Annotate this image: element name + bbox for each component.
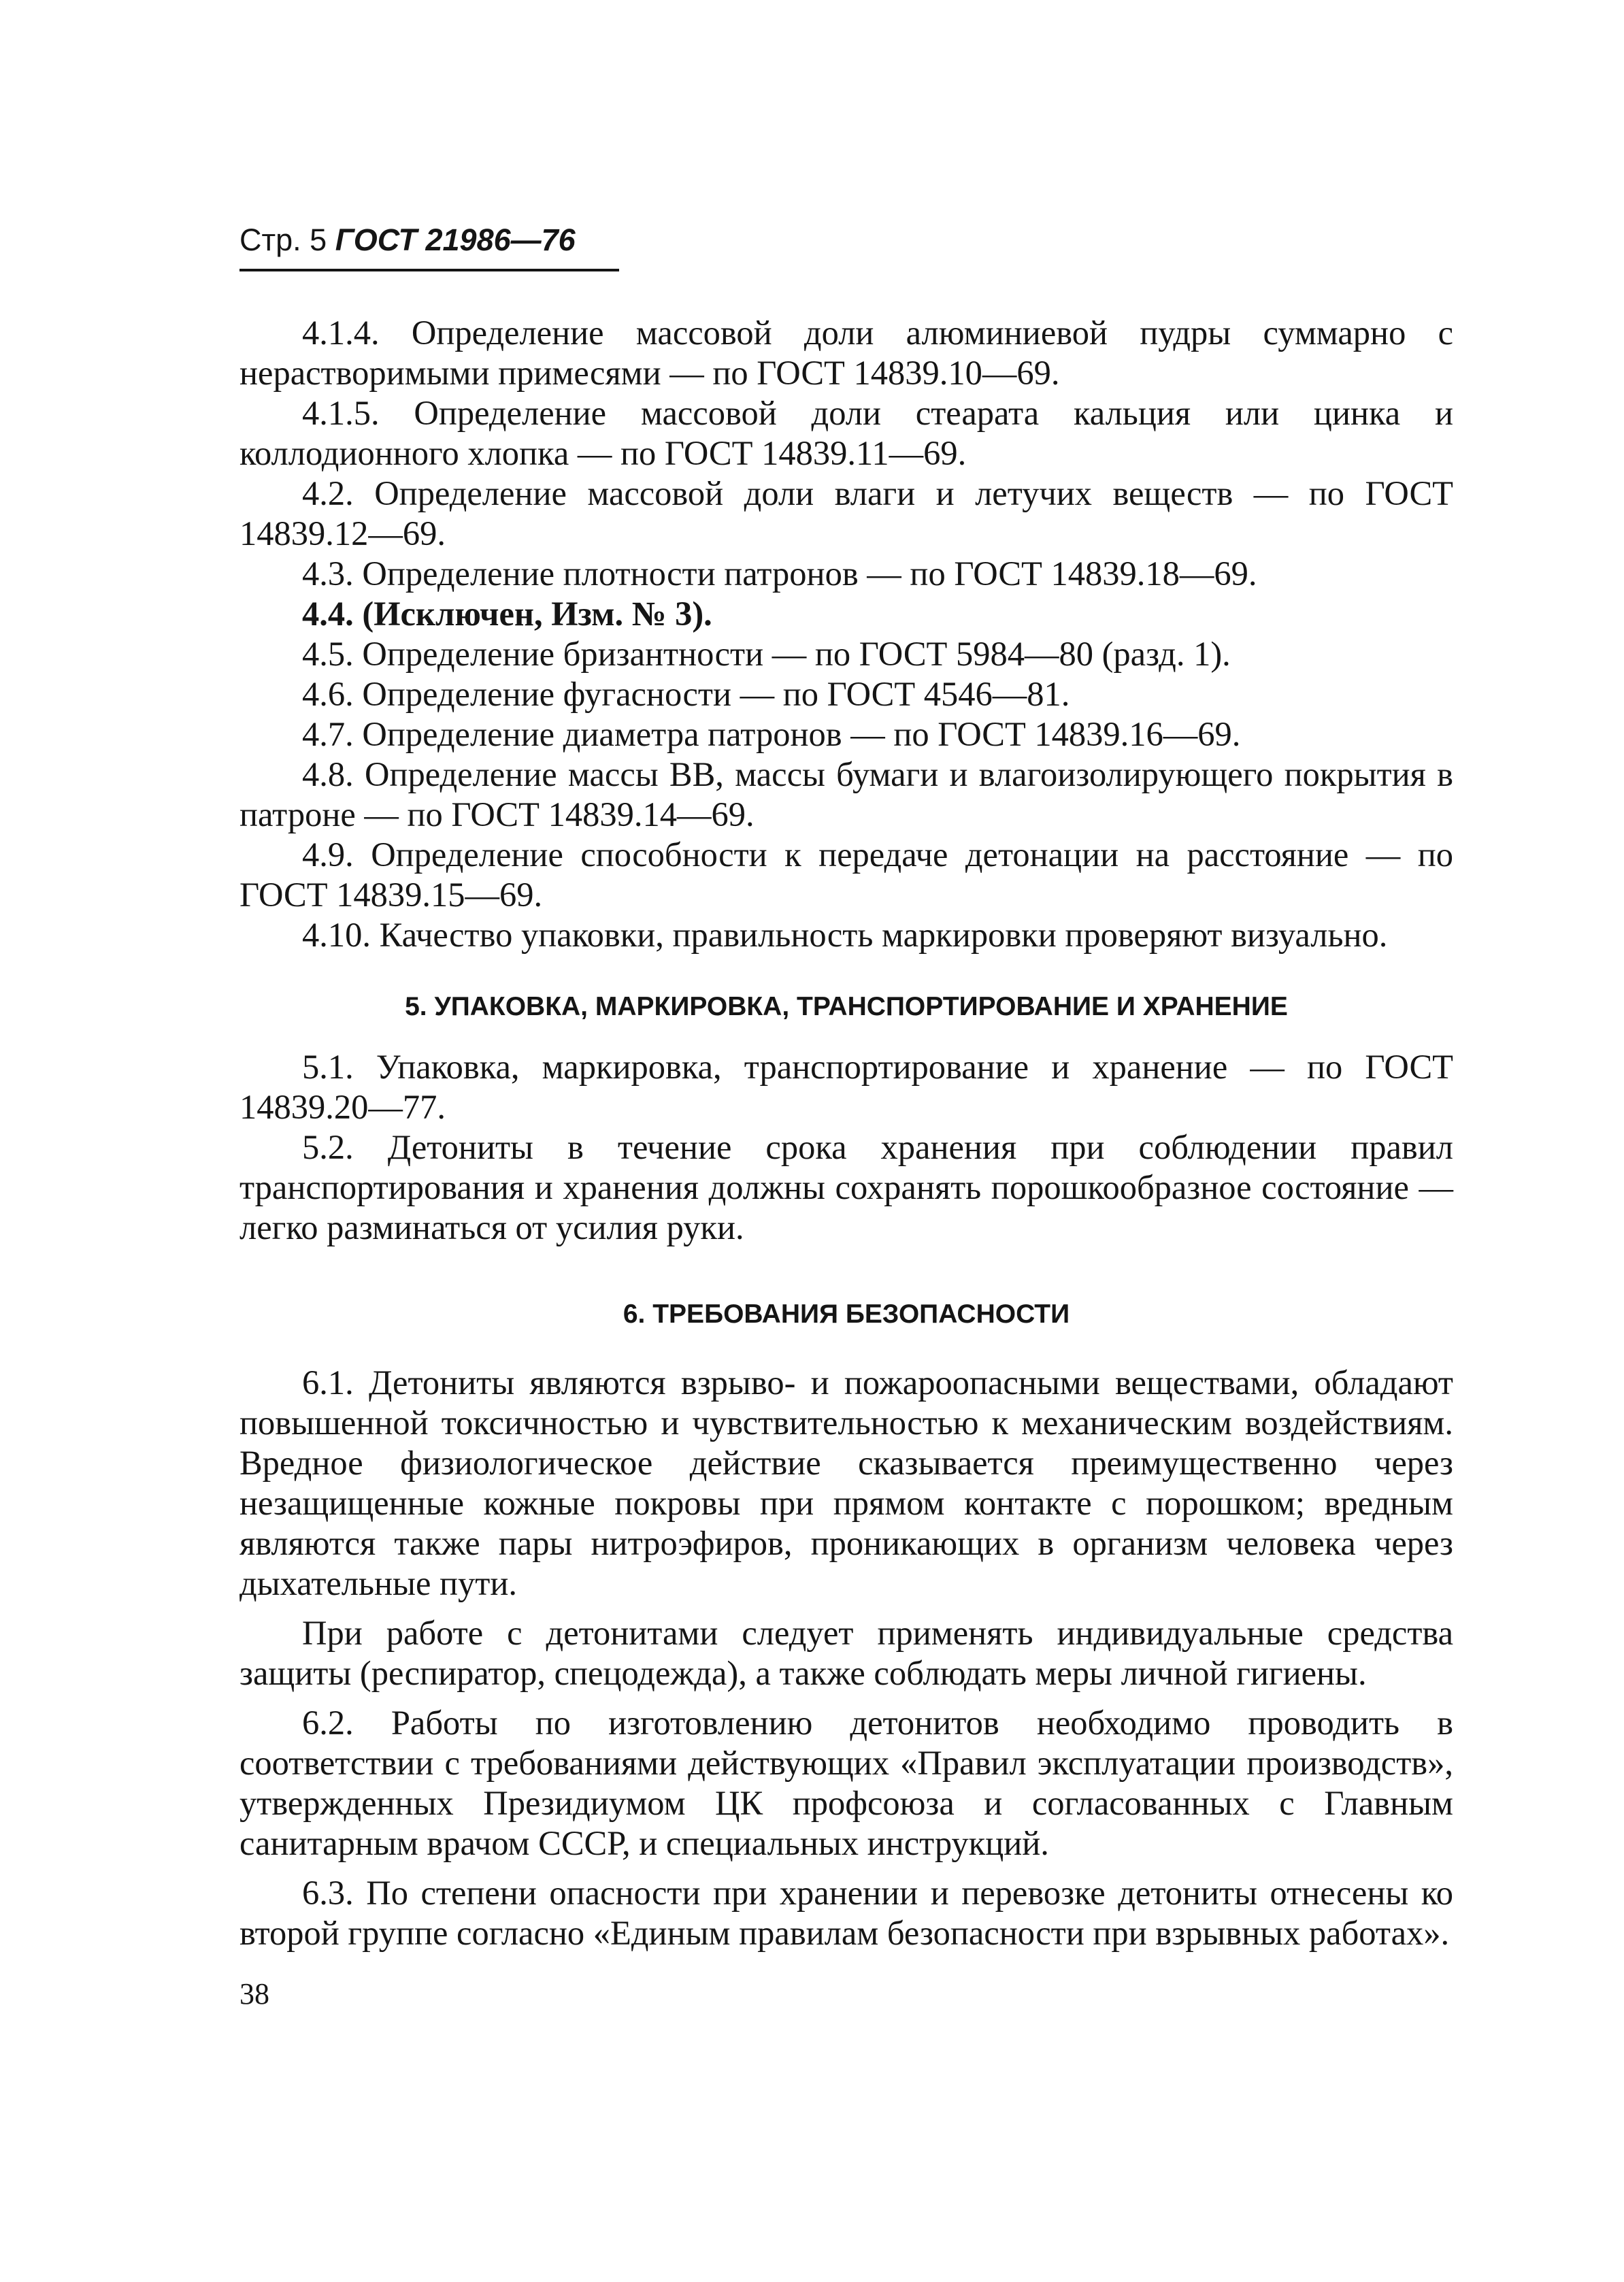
clause-4-8: 4.8. Определение массы ВВ, массы бумаги и влагоизолирующего покрытия в патроне — по ГОСТ 14839.14—69. [239,755,1453,833]
document-code: ГОСТ 21986—76 [335,222,576,257]
clause-4-2: 4.2. Определение массовой доли влаги и летучих веществ — по ГОСТ 14839.12—69. [239,474,1453,552]
page-body [239,313,1453,2014]
clause-5-2: 5.2. Детониты в течение срока хранения при соблюдении правил транспортирования и хранения должны сохранять порошкообразное состояние — легко разминаться от усилия руки. [239,1128,1453,1246]
clause-5-1: 5.1. Упаковка, маркировка, транспортирование и хранение — по ГОСТ 14839.20—77. [239,1048,1453,1126]
clause-4-9: 4.9. Определение способности к передаче детонации на расстояние — по ГОСТ 14839.15—69. [239,836,1453,914]
page-label: Стр. 5 [239,222,327,257]
section-5-heading: 5. УПАКОВКА, МАРКИРОВКА, ТРАНСПОРТИРОВАНИЕ И ХРАНЕНИЕ [405,992,1288,1021]
clause-6-1-ppe: При работе с детонитами следует применять индивидуальные средства защиты (респиратор, спецодежда), а также соблюдать меры личной гигиены. [239,1614,1453,1692]
section-6-heading: 6. ТРЕБОВАНИЯ БЕЗОПАСНОСТИ [623,1300,1070,1329]
clause-4-7: 4.7. Определение диаметра патронов — по ГОСТ 14839.16—69. [302,715,1241,753]
clause-6-2: 6.2. Работы по изготовлению детонитов необходимо проводить в соответствии с требованиями действующих «Правил эксплуатации производств», утвержденных Президиумом ЦК профсоюза и согласованных с Главным санитарным врачом СССР, и специальных инструкций. [239,1704,1453,1862]
clause-4-6: 4.6. Определение фугасности — по ГОСТ 4546—81. [302,675,1070,713]
clause-6-1: 6.1. Детониты являются взрыво- и пожароопасными веществами, обладают повышенной токсичностью и чувствительностью к механическим воздействиям. Вредное физиологическое действие сказывается преимущественно через незащищенные кожные покровы при прямом контакте с порошком; вредным являются также пары нитроэфиров, проникающих в организм человека через дыхательные пути. [239,1363,1453,1602]
page-number: 38 [239,1977,269,2011]
clause-6-3: 6.3. По степени опасности при хранении и перевозке детониты отнесены ко второй группе согласно «Единым правилам безопасности при взрывных работах». [239,1874,1453,1952]
clause-4-4: 4.4. (Исключен, Изм. № 3). [302,595,712,633]
clause-4-3: 4.3. Определение плотности патронов — по ГОСТ 14839.18—69. [302,555,1257,593]
clause-4-1-4: 4.1.4. Определение массовой доли алюминиевой пудры суммарно с нерастворимыми примесями — по ГОСТ 14839.10—69. [239,314,1453,392]
clause-4-1-5: 4.1.5. Определение массовой доли стеарата кальция или цинка и коллодионного хлопка — по ГОСТ 14839.11—69. [239,394,1453,472]
clause-4-5: 4.5. Определение бризантности — по ГОСТ 5984—80 (разд. 1). [302,635,1231,673]
page-header [239,222,619,271]
clause-4-10: 4.10. Качество упаковки, правильность маркировки проверяют визуально. [302,916,1388,954]
